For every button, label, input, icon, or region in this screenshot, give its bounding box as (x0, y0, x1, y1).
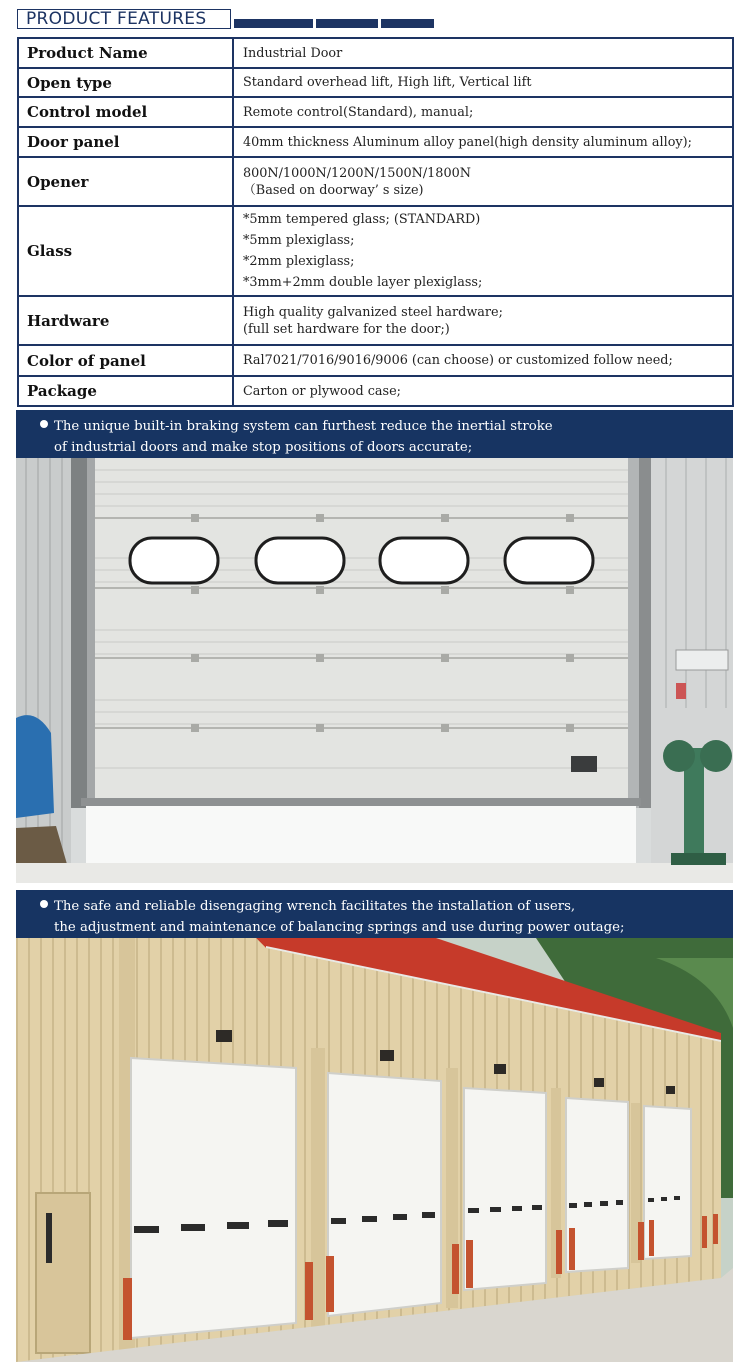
spec-row (18, 38, 733, 68)
industrial-door-illustration (16, 458, 733, 883)
spec-value-line: 800N/1000N/1200N/1500N/1800N (243, 165, 471, 181)
spec-row (18, 97, 733, 127)
spec-key: Package (18, 376, 233, 406)
spec-key: Glass (18, 206, 233, 296)
spec-value (233, 206, 733, 296)
industrial-door-photo (16, 458, 733, 883)
spec-value (233, 157, 733, 206)
feature-banner (16, 890, 733, 938)
spec-value (233, 296, 733, 345)
header-bar (234, 19, 313, 28)
feature-text: of industrial doors and make stop positions of doors accurate; (54, 440, 473, 455)
section-title: PRODUCT FEATURES (17, 9, 231, 29)
spec-value-line: Carton or plywood case; (243, 383, 401, 399)
spec-key: Hardware (18, 296, 233, 345)
spec-row (18, 127, 733, 157)
feature-text: the adjustment and maintenance of balancing springs and use during power outage; (54, 920, 625, 935)
spec-table (17, 37, 734, 407)
spec-row (18, 376, 733, 406)
bullet-icon (40, 420, 48, 428)
bullet-icon (40, 900, 48, 908)
spec-value-line: *2mm plexiglass; (243, 254, 355, 269)
spec-value (233, 97, 733, 127)
spec-key: Open type (18, 68, 233, 97)
building-illustration (16, 938, 733, 1362)
spec-key: Control model (18, 97, 233, 127)
spec-value-line: *5mm tempered glass; (STANDARD) (243, 212, 481, 227)
spec-key: Product Name (18, 38, 233, 68)
spec-value (233, 376, 733, 406)
spec-row (18, 68, 733, 97)
spec-value (233, 38, 733, 68)
spec-value-line: High quality galvanized steel hardware; (243, 304, 503, 320)
spec-row (18, 345, 733, 376)
spec-row (18, 296, 733, 345)
spec-row (18, 157, 733, 206)
feature-text: The safe and reliable disengaging wrench facilitates the installation of users, (54, 899, 576, 914)
spec-row (18, 206, 733, 296)
feature-text: The unique built-in braking system can furthest reduce the inertial stroke (54, 419, 553, 434)
spec-value-line: Industrial Door (243, 45, 343, 61)
spec-value-line: (full set hardware for the door;) (243, 321, 450, 337)
spec-value-line: （Based on doorway’ s size) (243, 182, 424, 198)
header-bar (316, 19, 378, 28)
spec-value-line: Ral7021/7016/9016/9006 (can choose) or customized follow need; (243, 353, 673, 368)
spec-key: Door panel (18, 127, 233, 157)
header-bar (381, 19, 434, 28)
spec-value-line: *3mm+2mm double layer plexiglass; (243, 275, 483, 290)
building-doors-photo (16, 938, 733, 1362)
feature-banner (16, 410, 733, 458)
spec-key: Opener (18, 157, 233, 206)
spec-value (233, 127, 733, 157)
spec-value (233, 68, 733, 97)
spec-key: Color of panel (18, 345, 233, 376)
spec-value-line: 40mm thickness Aluminum alloy panel(high density aluminum alloy); (243, 134, 692, 150)
spec-value-line: *5mm plexiglass; (243, 233, 355, 248)
spec-value-line: Standard overhead lift, High lift, Vertical lift (243, 75, 532, 90)
spec-value (233, 345, 733, 376)
spec-value-line: Remote control(Standard), manual; (243, 104, 474, 120)
